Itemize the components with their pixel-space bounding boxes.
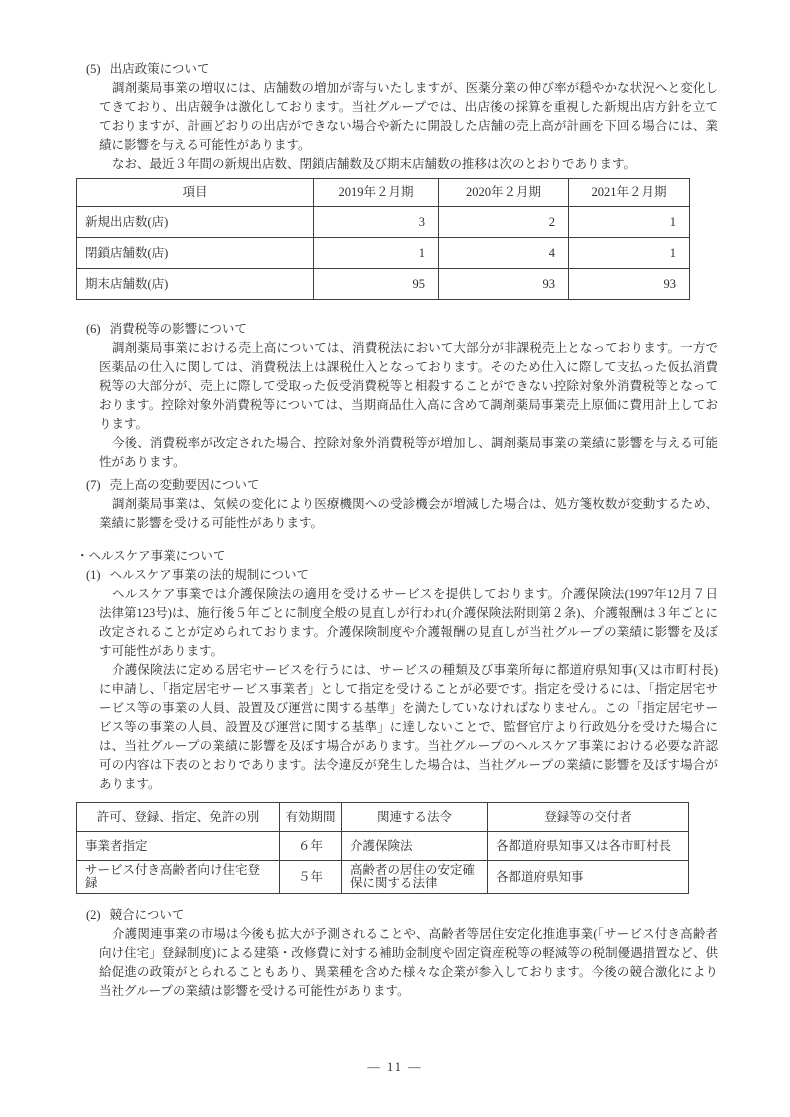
section-competition	[0, 906, 790, 1001]
store-count-table	[76, 178, 690, 300]
table-row-new-stores	[77, 207, 690, 238]
row-label: 期末店舗数(店)	[77, 269, 314, 300]
healthcare-business-heading	[76, 547, 718, 566]
table-cell: 介護保険法	[342, 832, 488, 861]
section-6-paragraph-2: 今後、消費税率が改定された場合、控除対象外消費税等が増加し、調剤薬局事業の業績に影響を与える可能性があります。	[99, 436, 718, 469]
section-6-title: 消費税等の影響について	[109, 322, 247, 336]
section-5-marker: (5)	[86, 62, 101, 76]
table-cell: 93	[569, 269, 690, 300]
section-7-heading	[86, 476, 718, 495]
table-row-period-end-stores	[77, 269, 690, 300]
column-header-valid-period: 有効期間	[280, 803, 342, 832]
section-5-paragraph-2: なお、最近３年間の新規出店数、閉鎖店舗数及び期末店舗数の推移は次のとおりであります。	[112, 157, 637, 171]
healthcare-2-marker: (2)	[86, 908, 101, 922]
table-row-business-designation	[77, 832, 689, 861]
healthcare-2-heading	[86, 906, 718, 925]
section-6-marker: (6)	[86, 322, 101, 336]
column-header-fy2019: 2019年２月期	[314, 179, 439, 207]
table-cell: 高齢者の居住の安定確保に関する法律	[342, 861, 488, 894]
healthcare-2-paragraph-1: 介護関連事業の市場は今後も拡大が予測されることや、高齢者等居住安定化推進事業(「サービス付き高齢者向け住宅」登録制度)による建築・改修費に対する補助金制度や固定資産税等の軽減等の税制優遇措置など、供給促進の政策がとられることもあり、異業種を含めた様々な企業が参入しております。今後の競合激化により当社グループの業績は影響を受ける可能性があります。	[99, 927, 718, 998]
section-6-heading	[86, 320, 718, 339]
bullet-marker: ・	[76, 549, 89, 563]
row-label: 閉鎖店舗数(店)	[77, 238, 314, 269]
page-number: — 11 —	[367, 1060, 423, 1074]
license-table-header-row	[77, 803, 689, 832]
healthcare-1-marker: (1)	[86, 568, 101, 582]
table-cell: 3	[314, 207, 439, 238]
table-cell: 事業者指定	[77, 832, 280, 861]
table-cell: 各都道府県知事	[488, 861, 689, 894]
table-cell: 2	[439, 207, 569, 238]
section-5-title: 出店政策について	[109, 62, 210, 76]
section-6-paragraph-1: 調剤薬局事業における売上高については、消費税法において大部分が非課税売上となっております。一方で医薬品の仕入に関しては、消費税法上は課税仕入となっております。そのため仕入に際して支払った仮払消費税等の大部分が、売上に際して受取った仮受消費税等と相殺することができない控除対象外消費税等となっております。控除対象外消費税等については、当期商品仕入高に含めて調剤薬局事業売上原価に費用計上しております。	[99, 341, 718, 431]
column-header-license-type: 許可、登録、指定、免許の別	[77, 803, 280, 832]
column-header-related-law: 関連する法令	[342, 803, 488, 832]
healthcare-business-title: ヘルスケア事業について	[88, 549, 226, 563]
section-7-marker: (7)	[86, 478, 101, 492]
table-cell: 95	[314, 269, 439, 300]
section-revenue-fluctuation	[0, 476, 790, 533]
column-header-fy2021: 2021年２月期	[569, 179, 690, 207]
section-7-title: 売上高の変動要因について	[109, 478, 260, 492]
table-cell: 4	[439, 238, 569, 269]
column-header-issuer: 登録等の交付者	[488, 803, 689, 832]
table-cell: ５年	[280, 861, 342, 894]
table-row-senior-housing-registration	[77, 861, 689, 894]
healthcare-1-title: ヘルスケア事業の法的規制について	[109, 568, 309, 582]
section-store-policy	[0, 60, 790, 174]
table-cell: 1	[314, 238, 439, 269]
table-cell: サービス付き高齢者向け住宅登録	[77, 861, 280, 894]
section-5-heading	[86, 60, 718, 79]
healthcare-1-paragraph-1: ヘルスケア事業では介護保険法の適用を受けるサービスを提供しております。介護保険法(1997年12月７日 法律第123号)は、施行後５年ごとに制度全般の見直しが行われ(介護保険法附則第２条)、介護報酬は３年ごとに改定されることが定められております。介護保険制度や介護報酬の見直しが当社グループの業績に影響を及ぼす可能性があります。	[99, 587, 731, 658]
healthcare-2-title: 競合について	[109, 908, 185, 922]
column-header-fy2020: 2020年２月期	[439, 179, 569, 207]
section-consumption-tax	[0, 320, 790, 472]
section-5-paragraph-1: 調剤薬局事業の増収には、店舗数の増加が寄与いたしますが、医薬分業の伸び率が穏やかな状況へと変化してきており、出店競争は激化しております。当社グループでは、出店後の採算を重視した新規出店方針を立てておりますが、計画どおりの出店ができない場合や新たに開設した店舗の売上高が計画を下回る場合には、業績に影響を与える可能性があります。	[99, 81, 718, 152]
table-cell: 1	[569, 207, 690, 238]
healthcare-1-heading	[86, 566, 718, 585]
table-cell: 93	[439, 269, 569, 300]
table-cell: 1	[569, 238, 690, 269]
license-permit-table	[76, 802, 689, 894]
column-header-item: 項目	[77, 179, 314, 207]
table-row-closed-stores	[77, 238, 690, 269]
section-7-paragraph-1: 調剤薬局事業は、気候の変化により医療機関への受診機会が増減した場合は、処方箋枚数が変動するため、業績に影響を受ける可能性があります。	[99, 497, 718, 530]
row-label: 新規出店数(店)	[77, 207, 314, 238]
healthcare-1-paragraph-2: 介護保険法に定める居宅サービスを行うには、サービスの種類及び事業所毎に都道府県知事(又は市町村長)に申請し、「指定居宅サービス事業者」として指定を受けることが必要です。指定を受けるには、「指定居宅サービス等の事業の人員、設置及び運営に関する基準」を満たしていなければなりません。この「指定居宅サービス等の事業の人員、設置及び運営に関する基準」に達しないことで、監督官庁より行政処分を受けた場合には、当社グループの業績に影響を及ぼす場合があります。当社グループのヘルスケア事業における必要な許認可の内容は下表のとおりであります。法令違反が発生した場合は、当社グループの業績に影響を及ぼす場合があります。	[99, 663, 718, 791]
section-legal-regulation	[0, 566, 790, 794]
table-cell: ６年	[280, 832, 342, 861]
table-cell: 各都道府県知事又は各市町村長	[488, 832, 689, 861]
store-table-header-row	[77, 179, 690, 207]
